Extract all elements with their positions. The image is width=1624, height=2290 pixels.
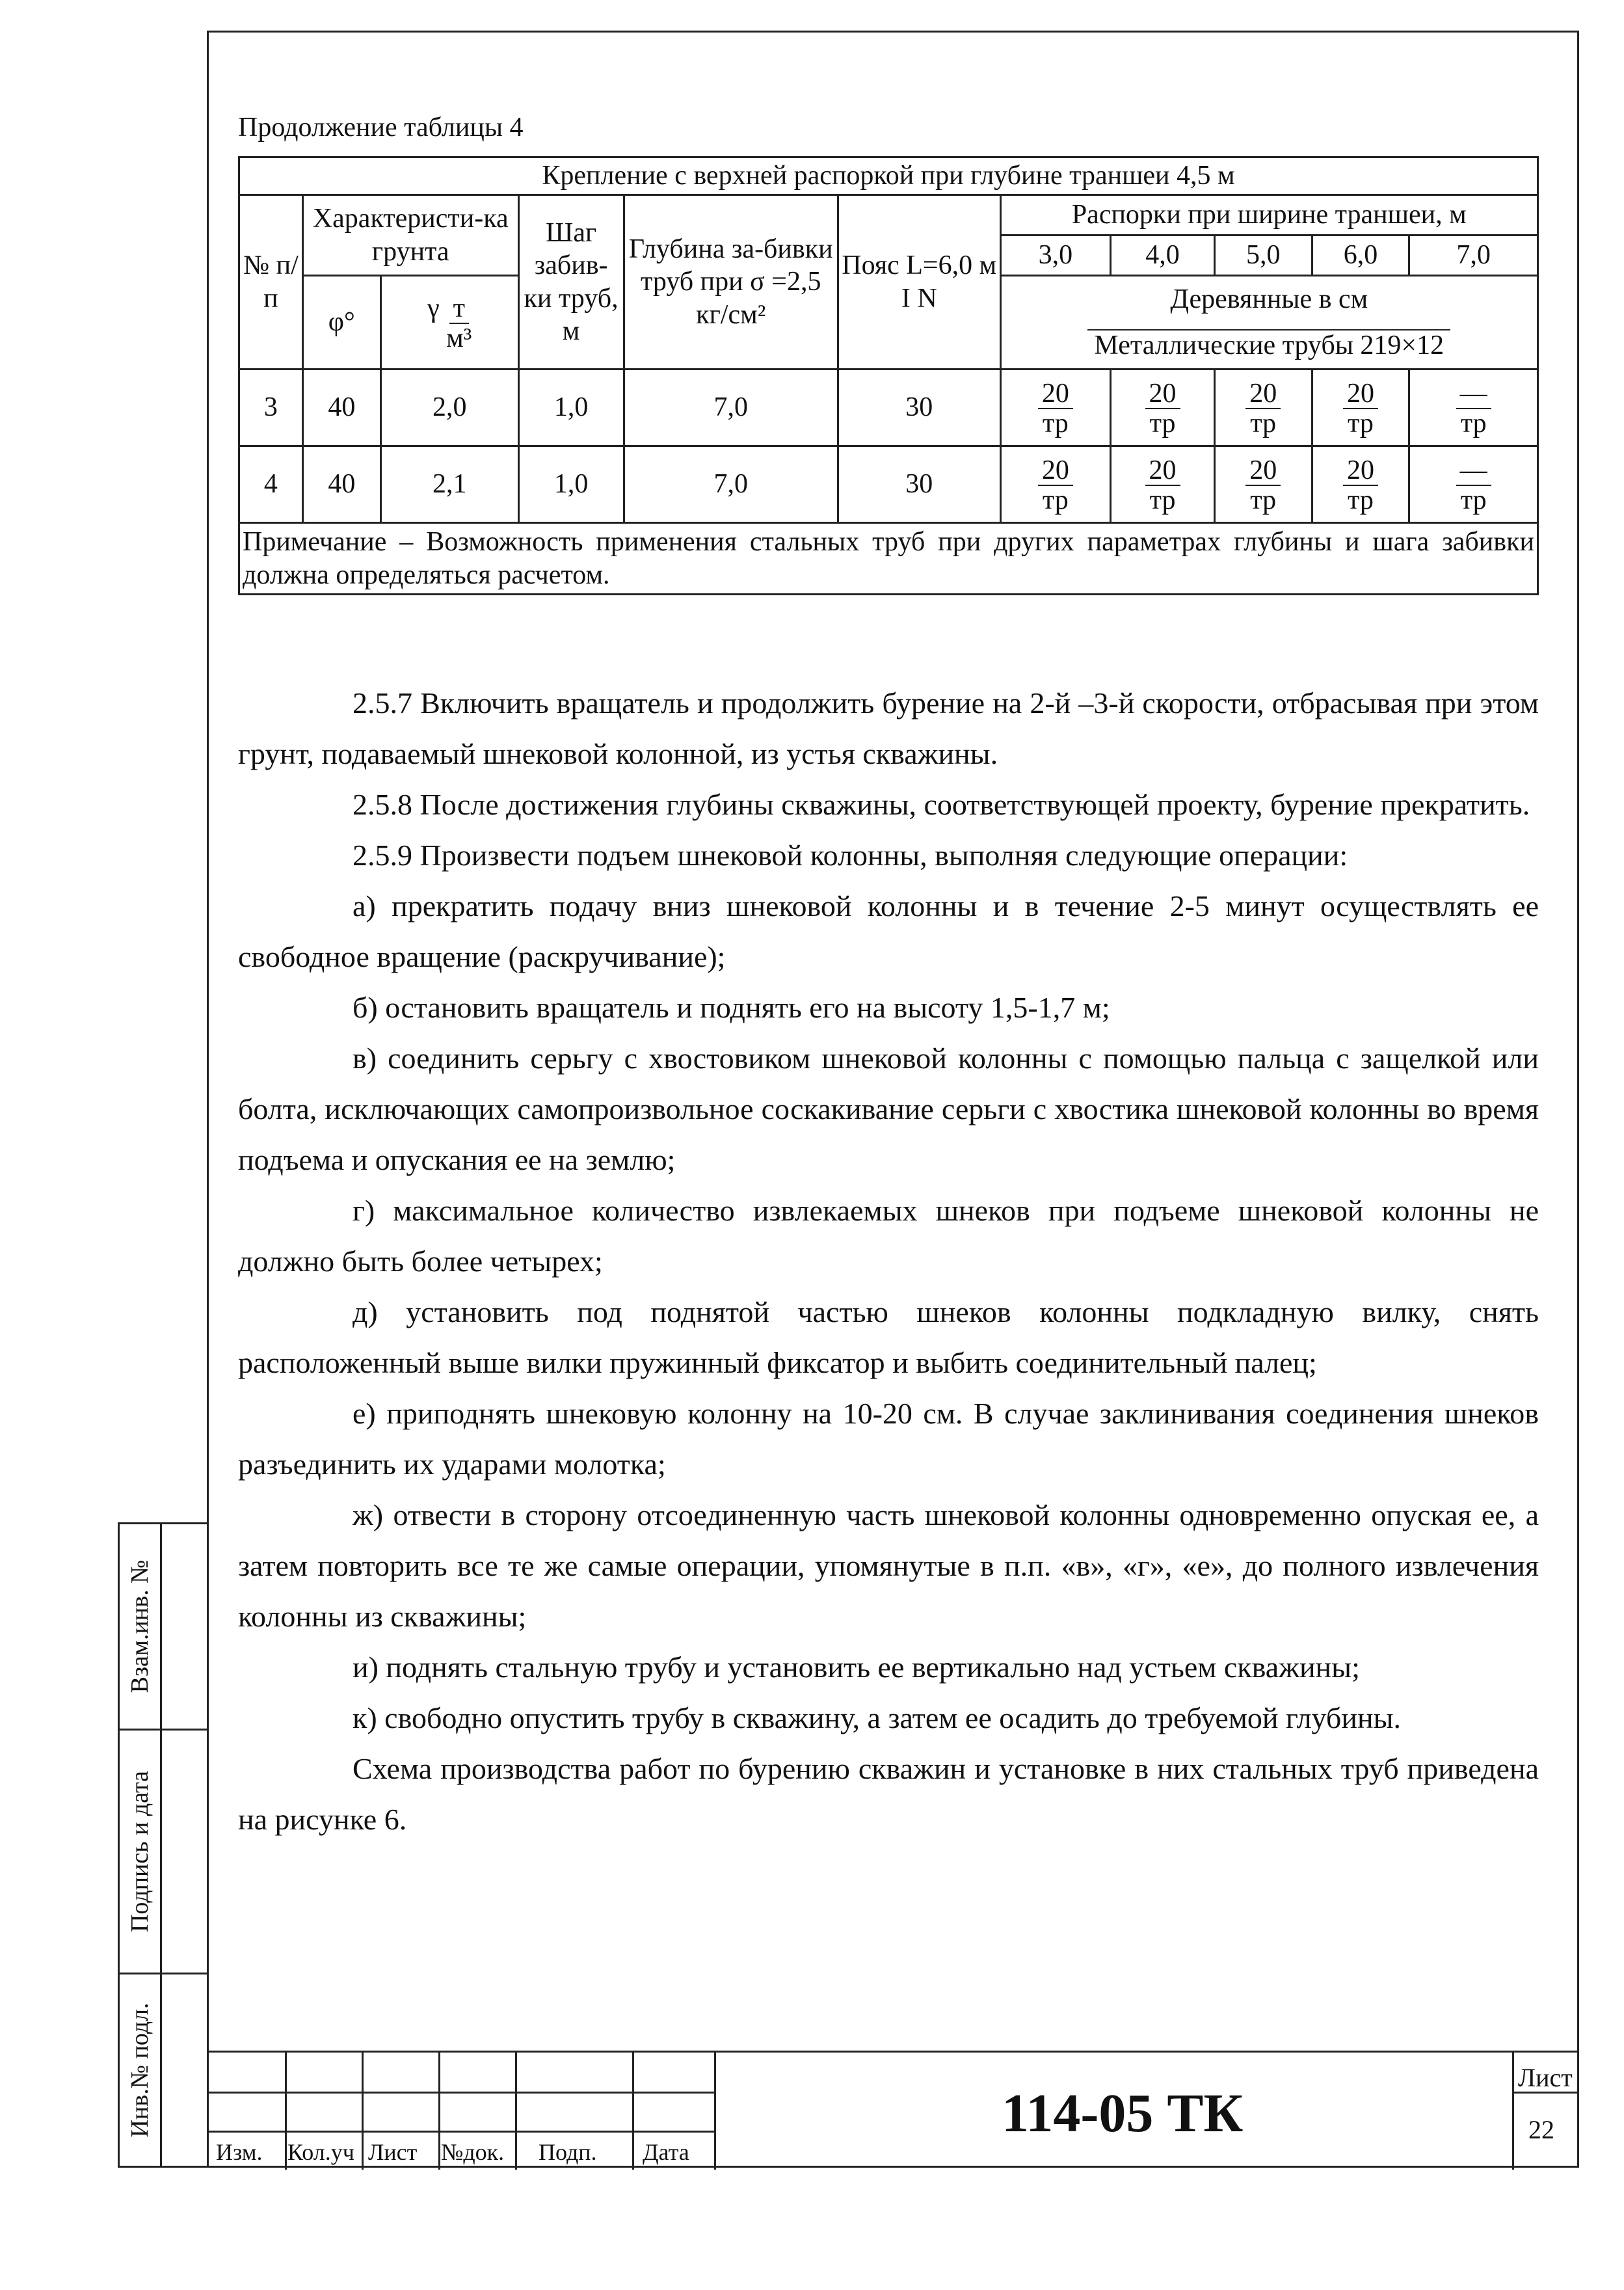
paragraph: е) приподнять шнековую колонну на 10-20 см. В случае заклинивания соединения шнеков разъединить их ударами молотка; (238, 1397, 1539, 1481)
wood-label: Деревянные в см (1000, 276, 1537, 323)
tb-list: Лист (368, 2139, 418, 2165)
strut-num: 20 (1245, 456, 1281, 486)
cell-strut (1000, 446, 1111, 523)
header-phi: φ° (302, 276, 380, 370)
tb-line (207, 2092, 714, 2094)
title-block (207, 2051, 1579, 2170)
header-no: № п/п (239, 195, 303, 370)
cell-no: 3 (239, 370, 303, 446)
strut-num: 20 (1145, 379, 1180, 409)
strut-num: — (1456, 379, 1491, 409)
side-stamp-podpis (118, 1731, 207, 1974)
strut-num: 20 (1343, 379, 1378, 409)
tb-data: Дата (643, 2139, 689, 2165)
width-cell: 6,0 (1312, 236, 1409, 276)
tb-line (714, 2053, 716, 2170)
strut-den: тр (1042, 409, 1069, 438)
body-text (238, 678, 1539, 1845)
table-note: Примечание – Возможность применения стальных труб при других параметрах глубины и шага забивки должна определяться расчетом. (239, 523, 1538, 595)
paragraph: б) остановить вращатель и поднять его на высоту 1,5-1,7 м; (353, 991, 1110, 1024)
cell-phi: 40 (302, 446, 380, 523)
cell-belt: 30 (838, 370, 1000, 446)
strut-den: тр (1348, 485, 1374, 515)
strut-num: 20 (1038, 456, 1073, 486)
tb-line (632, 2053, 634, 2170)
table-4 (238, 156, 1539, 595)
table-row (239, 446, 1538, 523)
strut-num: 20 (1038, 379, 1073, 409)
cell-step: 1,0 (518, 446, 624, 523)
table-row (239, 370, 1538, 446)
cell-strut (1312, 446, 1409, 523)
strut-num: 20 (1145, 456, 1180, 486)
strut-den: тр (1149, 409, 1176, 438)
cell-strut (1111, 446, 1215, 523)
tb-line (207, 2131, 714, 2133)
sheet-label: Лист (1518, 2063, 1573, 2092)
paragraph: г) максимальное количество извлекаемых шнеков при подъеме шнековой колонны не должно быть более четырех; (238, 1194, 1539, 1278)
paragraph: и) поднять стальную трубу и установить ее вертикально над устьем скважины; (353, 1650, 1360, 1684)
strut-num: 20 (1245, 379, 1281, 409)
width-cell: 3,0 (1000, 236, 1111, 276)
strut-den: тр (1460, 409, 1487, 438)
paragraph: ж) отвести в сторону отсоединенную часть шнековой колонны одновременно опуская ее, а затем повторить все те же самые операции, упомянутые в п.п. «в», «г», «е», до полного извлечения колонны из скважины; (238, 1498, 1539, 1633)
side-stamp-inv (118, 1974, 207, 2168)
tb-izm: Изм. (216, 2139, 263, 2165)
header-gamma (380, 276, 518, 370)
tb-ndok: №док. (441, 2139, 505, 2165)
paragraph: в) соединить серьгу с хвостовиком шнековой колонны с помощью пальца с защелкой или болта, исключающих самопроизвольное соскакивание серьги с хвостика шнековой колонны во время подъема и опускания ее на землю; (238, 1042, 1539, 1176)
cell-strut (1214, 446, 1312, 523)
strut-den: тр (1149, 485, 1176, 515)
cell-gamma: 2,1 (380, 446, 518, 523)
header-belt: Пояс L=6,0 м I N (838, 195, 1000, 370)
header-depth: Глубина за-бивки труб при σ =2,5 кг/см² (624, 195, 838, 370)
side-label-vzam: Взам.инв. № (126, 1559, 153, 1693)
tb-line (285, 2053, 287, 2170)
gamma-unit-num: т (449, 294, 469, 324)
metal-label (1000, 323, 1537, 370)
cell-strut (1214, 370, 1312, 446)
tb-line (1512, 2053, 1514, 2170)
tb-line (515, 2053, 517, 2170)
width-cell: 5,0 (1214, 236, 1312, 276)
paragraph: 2.5.8 После достижения глубины скважины, соответствующей проекту, бурение прекратить. (353, 788, 1530, 821)
tb-line (438, 2053, 440, 2170)
side-label-podpis: Подпись и дата (126, 1770, 153, 1933)
paragraph: а) прекратить подачу вниз шнековой колонны и в течение 2-5 минут осуществлять ее свободное вращение (раскручивание); (238, 889, 1539, 973)
tb-podp: Подп. (539, 2139, 597, 2165)
header-struts: Распорки при ширине траншеи, м (1000, 195, 1537, 236)
header-step: Шаг забив-ки труб, м (518, 195, 624, 370)
document-code: 114-05 ТК (1002, 2083, 1244, 2144)
cell-strut (1000, 370, 1111, 446)
cell-strut (1409, 446, 1538, 523)
tb-line (362, 2053, 364, 2170)
width-cell: 7,0 (1409, 236, 1538, 276)
cell-phi: 40 (302, 370, 380, 446)
side-label-inv: Инв.№ подл. (126, 2002, 153, 2138)
cell-no: 4 (239, 446, 303, 523)
strut-den: тр (1250, 409, 1277, 438)
paragraph: Схема производства работ по бурению скважин и установке в них стальных труб приведена на рисунке 6. (238, 1752, 1539, 1836)
strut-den: тр (1348, 409, 1374, 438)
metal-label-text: Металлические трубы 219×12 (1087, 329, 1450, 360)
tb-kol: Кол.уч (287, 2139, 354, 2165)
strut-den: тр (1042, 485, 1069, 515)
strut-num: 20 (1343, 456, 1378, 486)
cell-gamma: 2,0 (380, 370, 518, 446)
strut-den: тр (1460, 485, 1487, 515)
paragraph: 2.5.9 Произвести подъем шнековой колонны, выполняя следующие операции: (353, 839, 1348, 872)
cell-belt: 30 (838, 446, 1000, 523)
table-caption: Продолжение таблицы 4 (238, 113, 524, 142)
strut-den: тр (1250, 485, 1277, 515)
cell-depth: 7,0 (624, 446, 838, 523)
cell-strut (1409, 370, 1538, 446)
paragraph: 2.5.7 Включить вращатель и продолжить бурение на 2-й –3-й скорости, отбрасывая при этом грунт, подаваемый шнековой колонной, из устья скважины. (238, 686, 1539, 770)
cell-depth: 7,0 (624, 370, 838, 446)
paragraph: д) установить под поднятой частью шнеков колонны подкладную вилку, снять расположенный выше вилки пружинный фиксатор и выбить соединительный палец; (238, 1295, 1539, 1379)
paragraph: к) свободно опустить трубу в скважину, а затем ее осадить до требуемой глубины. (353, 1701, 1401, 1734)
gamma-unit-den: м³ (446, 323, 472, 353)
side-stamp-vzam (118, 1522, 207, 1731)
cell-strut (1111, 370, 1215, 446)
header-soil: Характеристи-ка грунта (302, 195, 518, 276)
cell-strut (1312, 370, 1409, 446)
width-cell: 4,0 (1111, 236, 1215, 276)
gamma-unit (446, 294, 472, 353)
sheet-number: 22 (1528, 2115, 1554, 2144)
gamma-symbol: γ (427, 293, 440, 323)
cell-step: 1,0 (518, 370, 624, 446)
table-title: Крепление с верхней распоркой при глубине траншеи 4,5 м (239, 157, 1538, 195)
strut-num: — (1456, 456, 1491, 486)
